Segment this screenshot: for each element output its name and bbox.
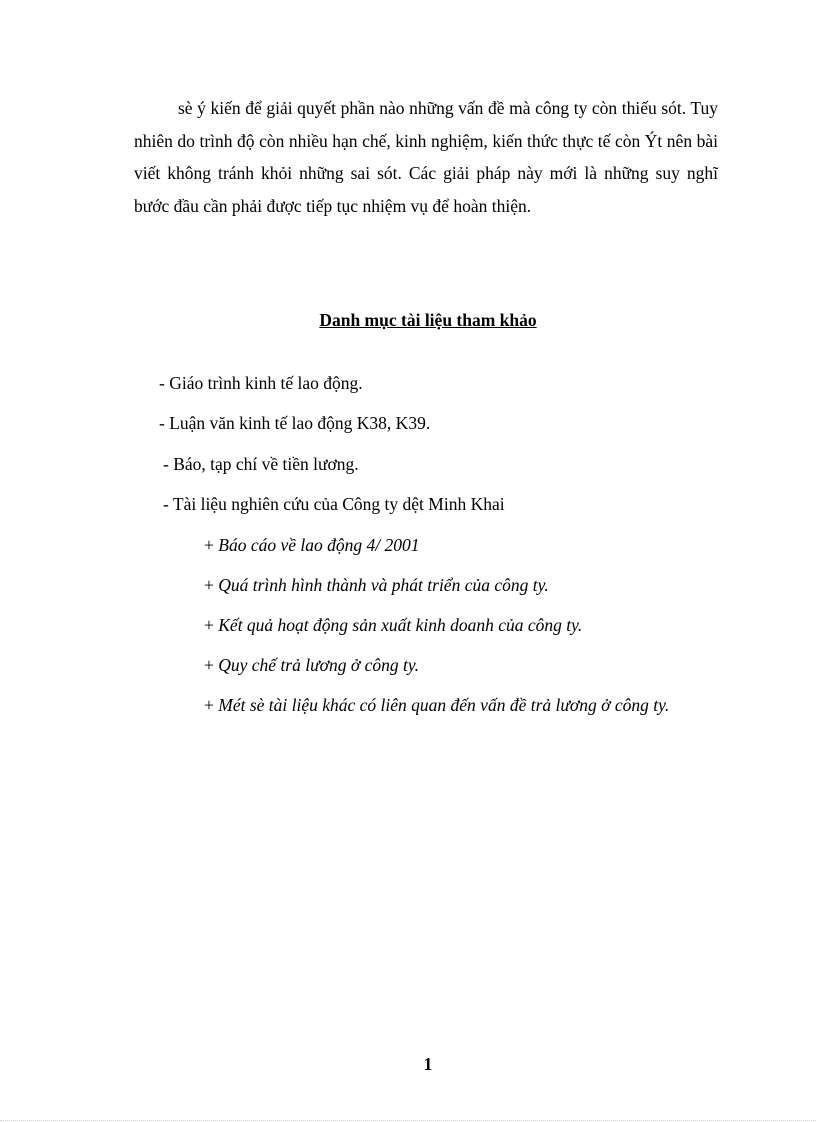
plus-marker: + xyxy=(204,695,214,715)
reference-item: - Giáo trình kinh tế lao động. xyxy=(159,373,363,393)
page-bottom-divider xyxy=(0,1120,816,1121)
reference-item: - Luận văn kinh tế lao động K38, K39. xyxy=(159,413,431,433)
sub-item-text: Kết quả hoạt động sản xuất kinh doanh của công ty. xyxy=(218,615,583,635)
plus-marker: + xyxy=(204,575,214,595)
references-title: Danh mục tài liệu tham khảo xyxy=(319,310,537,330)
reference-sub-item xyxy=(204,575,549,596)
reference-sub-item xyxy=(204,615,582,636)
sub-item-text: Quy chế trả lương ở công ty. xyxy=(218,655,420,675)
sub-item-text: Báo cáo về lao động 4/ 2001 xyxy=(218,535,420,555)
plus-marker: + xyxy=(204,535,214,555)
reference-sub-item xyxy=(204,655,419,676)
page-number: 1 xyxy=(423,1054,433,1074)
plus-marker: + xyxy=(204,615,214,635)
sub-item-text: Mét sè tài liệu khác có liên quan đến vấn đề trả lương ở công ty. xyxy=(218,695,670,715)
reference-item: - Tài liệu nghiên cứu của Công ty dệt Minh Khai xyxy=(163,494,505,514)
reference-sub-item xyxy=(204,535,419,556)
sub-item-text: Quá trình hình thành và phát triển của công ty. xyxy=(218,575,549,595)
plus-marker: + xyxy=(204,655,214,675)
reference-sub-item xyxy=(204,695,669,716)
reference-item: - Báo, tạp chí về tiền lương. xyxy=(163,454,359,474)
body-paragraph: sè ý kiến để giải quyết phần nào những vấn đề mà công ty còn thiếu sót. Tuy nhiên do trình độ còn nhiều hạn chế, kinh nghiệm, kiến thức thực tế còn Ýt nên bài viết không tránh khỏi những sai sót. Các giải pháp này mới là những suy nghĩ bước đầu cần phải được tiếp tục nhiệm vụ để hoàn thiện. xyxy=(134,98,718,216)
